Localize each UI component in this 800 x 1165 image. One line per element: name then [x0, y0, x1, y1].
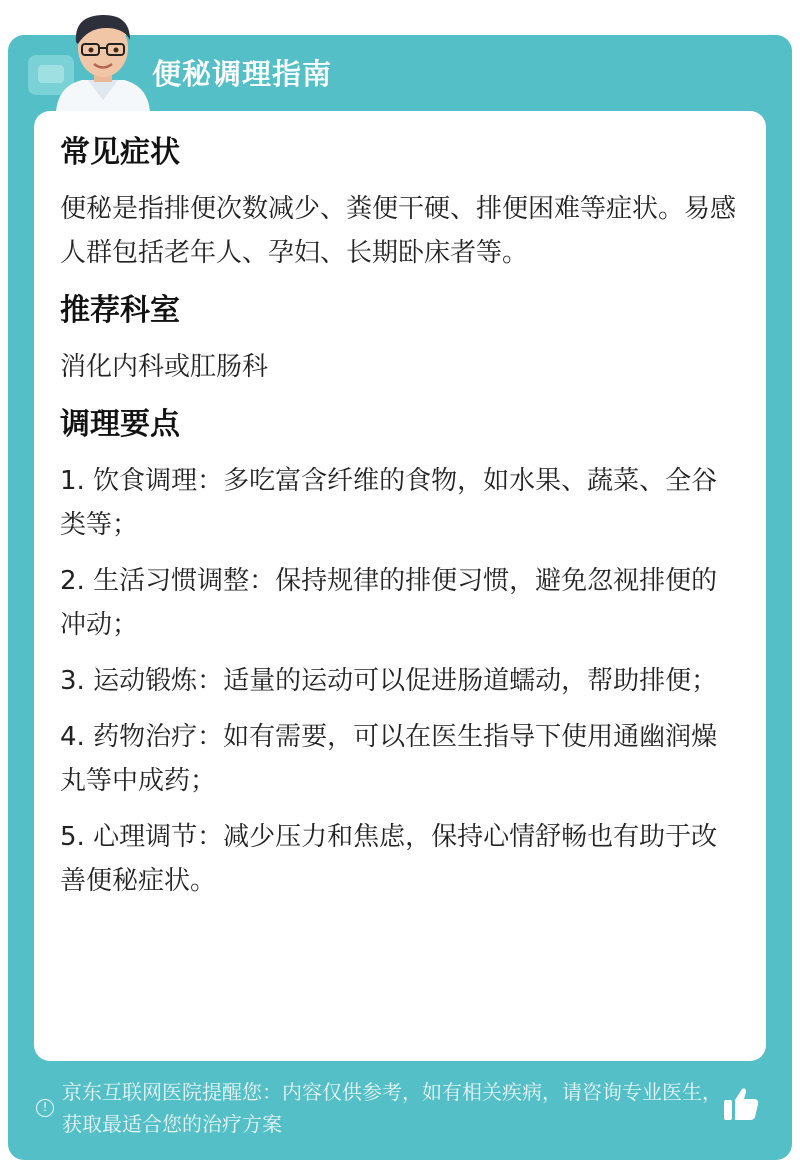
department-text: 消化内科或肛肠科: [60, 352, 269, 382]
tip-item: 4. 药物治疗：如有需要，可以在医生指导下使用通幽润燥丸等中成药；: [60, 722, 718, 796]
symptoms-text: 便秘是指排便次数减少、粪便干硬、排便困难等症状。易感人群包括老年人、孕妇、长期卧床者等。: [60, 194, 737, 268]
section-title-symptoms: 常见症状: [60, 135, 180, 170]
content-card: [34, 111, 766, 1061]
info-icon: !: [36, 1099, 54, 1117]
tip-item: 1. 饮食调理：多吃富含纤维的食物，如水果、蔬菜、全谷类等；: [60, 466, 718, 540]
tip-item: 3. 运动锻炼：适量的运动可以促进肠道蠕动，帮助排便；: [60, 666, 718, 696]
thumbs-up-icon[interactable]: [722, 1086, 760, 1122]
footer-notice: [36, 1076, 756, 1140]
section-title-department: 推荐科室: [60, 293, 180, 328]
footer-notice-text: 京东互联网医院提醒您：内容仅供参考，如有相关疾病，请咨询专业医生，获取最适合您的治疗方案: [62, 1080, 722, 1136]
tip-item: 5. 心理调节：减少压力和焦虑，保持心情舒畅也有助于改善便秘症状。: [60, 822, 718, 896]
doctor-avatar: [48, 8, 158, 112]
section-title-tips: 调理要点: [60, 407, 180, 442]
tip-item: 2. 生活习惯调整：保持规律的排便习惯，避免忽视排便的冲动；: [60, 566, 718, 640]
page-title: 便秘调理指南: [152, 57, 333, 91]
